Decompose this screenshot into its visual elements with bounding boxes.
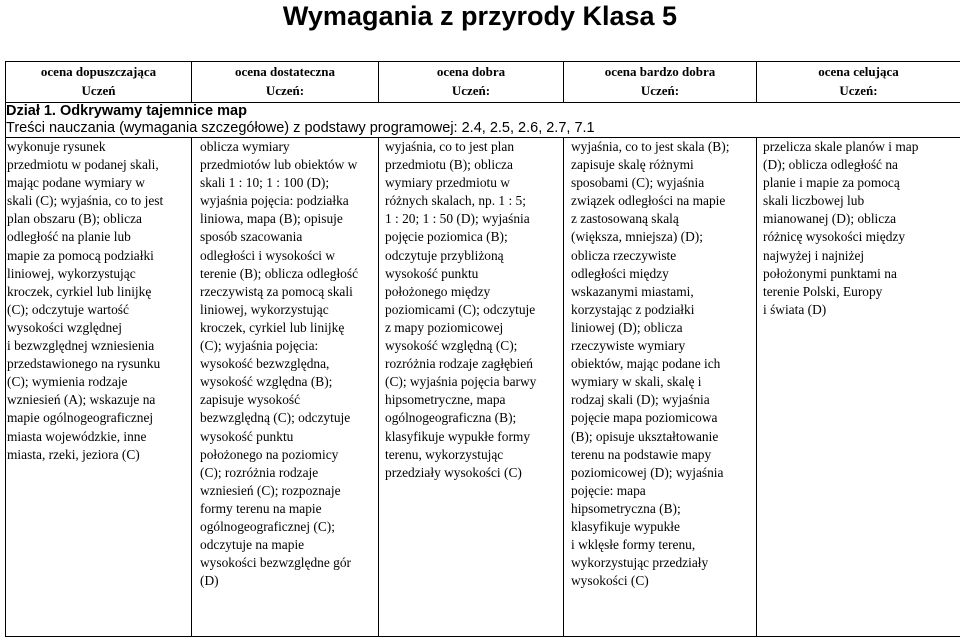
grade-label: ocena bardzo dobra: [604, 64, 716, 79]
requirements-cell-dopuszczajaca: [6, 138, 192, 637]
requirements-cell-bardzo-dobra: [564, 138, 757, 637]
requirements-cell-celujaca: [757, 138, 960, 637]
pupil-label: Uczeń:: [640, 83, 680, 98]
requirements-text: przelicza skale planów i map (D); oblicza odległość na planie i mapie za pomocą skali liczbowej lub mianowanej (D); oblicza różnicę wysokości między najwyżej i najniżej położonymi punktami na terenie Polski, Europy i świata (D): [763, 139, 919, 317]
requirements-text: oblicza wymiary przedmiotów lub obiektów w skali 1 : 10; 1 : 100 (D); wyjaśnia pojęcia: podziałka liniowa, mapa (B); opisuje sposób szacowania odległości i wysokości w terenie (B); oblicza odległość rzeczywistą za pomocą skali liniowej, wykorzystując kroczek, cyrkiel lub linijkę (C); wyjaśnia pojęcia: wysokość bezwzględna, wysokość względna (B); zapisuje wysokość bezwzględną (C); odczytuje wysokość punktu położonego na poziomicy (C); rozróżnia rodzaje wzniesień (C); rozpoznaje formy terenu na mapie ogólnogeograficznej (C); odczytuje na mapie wysokości bezwzględne gór (D): [200, 139, 359, 589]
grade-label: ocena dopuszczająca: [40, 64, 157, 79]
requirements-row: [6, 138, 960, 637]
requirements-cell-dobra: [379, 138, 564, 637]
section-cell: [6, 103, 960, 138]
pupil-label: Uczeń:: [265, 83, 305, 98]
page-title: Wymagania z przyrody Klasa 5: [282, 1, 678, 31]
pupil-label: Uczeń:: [451, 83, 491, 98]
grade-label: ocena dobra: [436, 64, 506, 79]
section-heading: Dział 1. Odkrywamy tajemnice map: [6, 103, 247, 119]
section-row: [6, 103, 960, 138]
requirements-text: wyjaśnia, co to jest plan przedmiotu (B); oblicza wymiary przedmiotu w różnych skalach, np. 1 : 5; 1 : 20; 1 : 50 (D); wyjaśnia pojęcie poziomica (B); odczytuje przybliżoną wysokość punktu położonego między poziomicami (C); odczytuje z mapy poziomicowej wysokość względną (C); rozróżnia rodzaje zagłębień (C); wyjaśnia pojęcia barwy hipsometryczne, mapa ogólnogeograficzna (B); klasyfikuje wypukłe formy terenu, wykorzystując przedziały wysokości (C): [385, 139, 537, 480]
column-header-bardzo-dobra: [564, 62, 757, 103]
requirements-table: [5, 61, 960, 637]
requirements-cell-dostateczna: [192, 138, 379, 637]
header-row: [6, 62, 960, 103]
pupil-label: Uczeń: [81, 83, 116, 98]
grade-label: ocena dostateczna: [234, 64, 335, 79]
column-header-dopuszczajaca: [6, 62, 192, 103]
pupil-label: Uczeń:: [839, 83, 878, 98]
content-reference: Treści nauczania (wymagania szczegółowe) z podstawy programowej: 2.4, 2.5, 2.6, 2.7, 7.1: [6, 120, 595, 136]
column-header-dobra: [379, 62, 564, 103]
requirements-text: wykonuje rysunek przedmiotu w podanej skali, mając podane wymiary w skali (C); wyjaśnia, co to jest plan obszaru (B); oblicza odległość na planie lub mapie za pomocą podziałki liniowej, wykorzystując kroczek, cyrkiel lub linijkę (C); odczytuje wartość wysokości względnej i bezwzględnej wzniesienia przedstawionego na rysunku (C); wymienia rodzaje wzniesień (A); wskazuje na mapie ogólnogeograficznej miasta wojewódzkie, inne miasta, rzeki, jeziora (C): [7, 139, 164, 462]
column-header-celujaca: [757, 62, 960, 103]
column-header-dostateczna: [192, 62, 379, 103]
requirements-text: wyjaśnia, co to jest skala (B); zapisuje skalę różnymi sposobami (C); wyjaśnia związek odległości na mapie z zastosowaną skalą (większa, mniejsza) (D); oblicza rzeczywiste odległości między wskazanymi miastami, korzystając z podziałki liniowej (D); oblicza rzeczywiste wymiary obiektów, mając podane ich wymiary w skali, skalę i rodzaj skali (D); wyjaśnia pojęcie mapa poziomicowa (B); opisuje ukształtowanie terenu na podstawie mapy poziomicowej (D); wyjaśnia pojęcie: mapa hipsometryczna (B); klasyfikuje wypukłe i wklęsłe formy terenu, wykorzystując przedziały wysokości (C): [571, 139, 730, 589]
grade-label: ocena celująca: [818, 64, 899, 79]
